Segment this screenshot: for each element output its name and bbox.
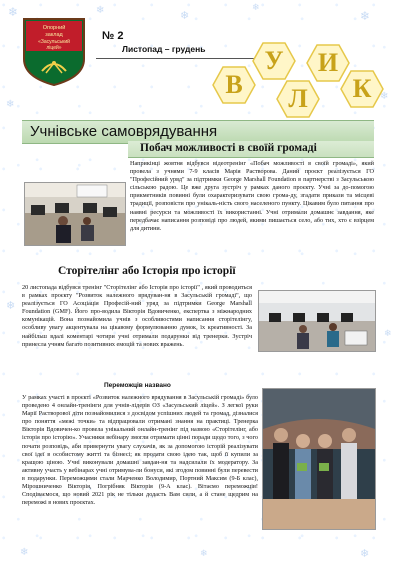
snowflake-icon: ❄ xyxy=(380,91,389,102)
issue-dates: Листопад – грудень xyxy=(122,44,206,54)
svg-text:заклад: заклад xyxy=(45,32,63,38)
article-title: Сторітелінг або Історія про історії xyxy=(58,265,236,277)
svg-text:Опорний: Опорний xyxy=(42,25,66,31)
issue-number: № 2 xyxy=(102,30,124,42)
section-title: Учнівське самоврядування xyxy=(30,123,218,140)
snowflake-icon: ❄ xyxy=(384,329,392,339)
article-body: 20 листопада відбувся тренінг "Сторітелінг або Історія про історії" , який проводиться в рамках проєкту "Розвиток належного врядуван-ня в Засульській громаді", що реалізується ГО Асоціація Професій-ний уряд за підтримки George Marshall Foundation (GMF). Його про-водила Вікторія Вдовиченко, експертка з міжнародних комунікацій. Вона познайомила учнів з особливостями написання сторітелінгу, особливу увагу акцентувала на цікавому формулюванню думок, їх креативності. За найбільш вдалі коментарі чотири учні отримали подарунки від тренерки. Зустріч принесла учням багато позитивних емоцій та нових вражень. xyxy=(22,284,252,348)
article-title: Переможців названо xyxy=(104,382,171,389)
snowflake-icon: ❄ xyxy=(96,5,105,16)
masthead-letter: К xyxy=(352,74,372,103)
masthead-letter: В xyxy=(225,70,243,99)
article-heading xyxy=(128,141,374,158)
svg-text:«Засульський: «Засульський xyxy=(38,39,70,45)
snowflake-icon: ❄ xyxy=(200,549,208,559)
snowflake-icon: ❄ xyxy=(252,3,260,13)
article-title: Побач можливості в своїй громаді xyxy=(140,142,317,154)
snowflake-icon: ❄ xyxy=(20,547,29,558)
snowflake-icon: ❄ xyxy=(8,5,19,19)
winners-photo xyxy=(262,388,376,530)
masthead-letter: И xyxy=(317,48,339,77)
snowflake-icon: ❄ xyxy=(360,547,370,560)
article-body: Наприкінці жовтня відбувся відеотренінг «Побач можливості в своїй громаді», який провела з учнями 7-9 класів Марія Растворова. Даний проєкт реалізується ГО "Професійний урвд" за підтримки George Marshall Foundation в партнерстві з Засульською сільською радою. Це вже друга зустріч у рамках даного проєкту. Учні за до-помогою прикметників повинні були охарактеризувати свою грома-ду, згадати прикази та місцеві традиції, розповісти про унікаль-ність свого населеного пункту. Цікавим було питання про наявні ресурси та можливості їх використанні. Учні отримали домашнє завдання, яке передбачає написання розповіді про людей, якими пишається село, або тих, хто є взірцем для дитини. xyxy=(130,160,374,232)
snowflake-icon: ❄ xyxy=(360,9,371,23)
snowflake-icon: ❄ xyxy=(6,299,16,312)
article-body: У рамках участі в проєкті «Розвиток належного врядування в Засульській громаді» було проведено 4 онлайн-тренінги для учнів-лідерів ОЗ «Засульський ліцей». З легкої руки Марії Растворової діти познайомилися з досвідом успішних людей та громад, дізналися про поняття «межі точки» та відпрацювали отримані знання на практиці. Тренерка Вікторія Вдовичен-ко провела унікальний онлайн-тренінг під назвою «Сторітелінг, або історія про історію». Учасники вебінару змогли отримати цінні поради щодо того, з чого почати розповідь, аби привернути увагу слухачів, як за допомогою історій реалізувати свої ідеї в особистому житті та бізнесі; як продати свою ідею так, щоб її купили за кращою ціною. Учні виконували домашні завдан-ня та надсилали їх модератору. За активну участь у вебінарах учні отримува-ли бонуси, які згодом повинні були перевести в подарунки. Переможцями стали Марченко Володимир, Портний Максим (9-Б клас), Мірошниченко Вікторія, Погрібняк Вікторія (9-А клас). Вітаємо переможців! Сподіваємося, що новий 2021 рік не тільки додасть Вам сили, а й стане щедрим на переможі в нових проєктах. xyxy=(22,394,258,507)
masthead-letter: Л xyxy=(288,84,308,113)
snowflake-icon: ❄ xyxy=(180,9,190,22)
school-logo xyxy=(22,17,86,87)
training-photo xyxy=(24,182,126,246)
masthead-letter: У xyxy=(264,46,284,75)
svg-text:ліцей»: ліцей» xyxy=(46,45,62,51)
training-photo xyxy=(258,290,376,352)
header-divider xyxy=(96,58,256,59)
snowflake-icon: ❄ xyxy=(6,99,15,110)
